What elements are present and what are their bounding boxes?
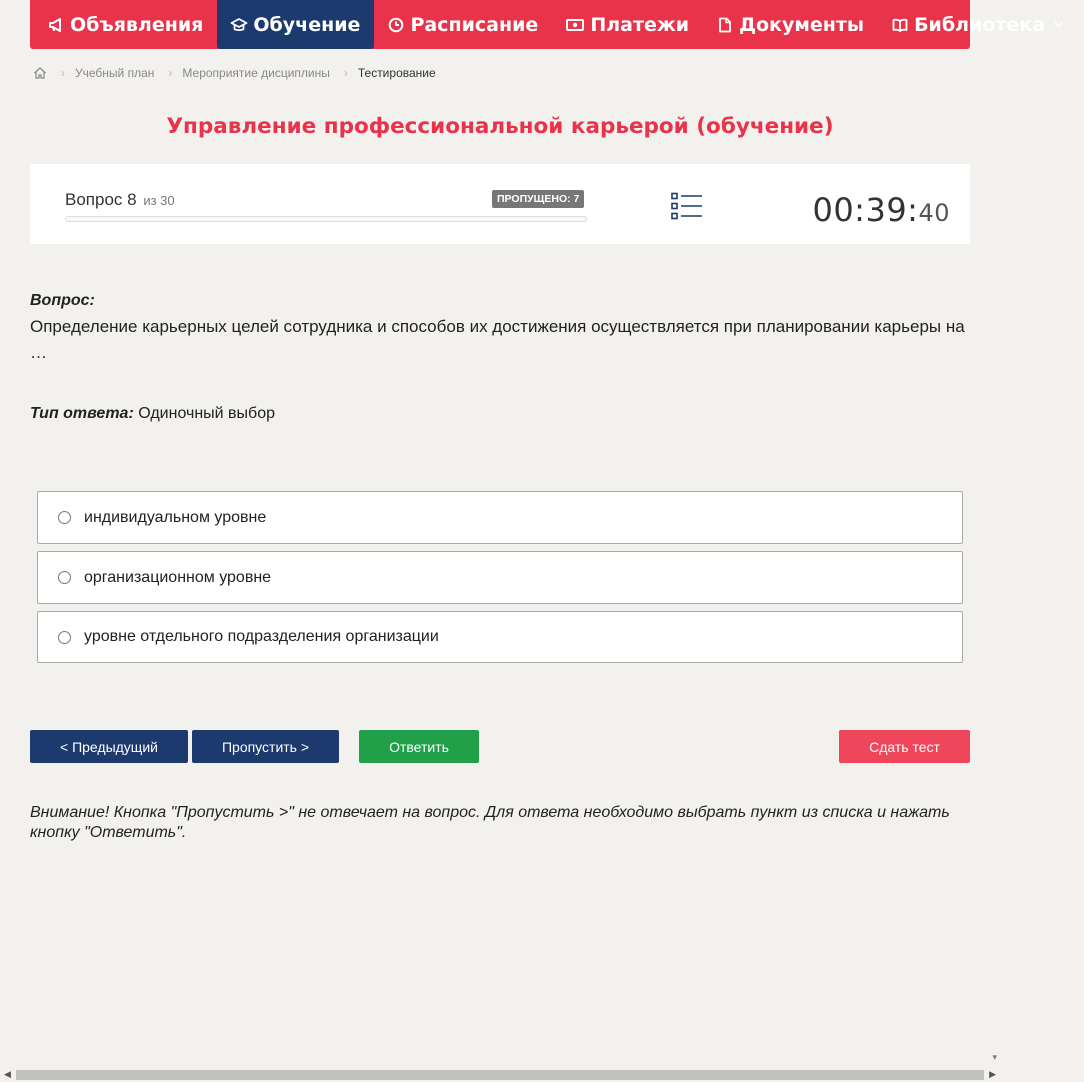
nav-item-library[interactable] xyxy=(878,0,1084,49)
horizontal-scrollbar[interactable] xyxy=(0,1066,1000,1082)
answer-option[interactable] xyxy=(37,611,963,663)
scroll-right-arrow-icon[interactable]: ▶ xyxy=(989,1069,996,1079)
skip-button[interactable]: Пропустить > xyxy=(192,730,339,763)
progress-bar xyxy=(65,216,587,222)
document-icon xyxy=(717,17,733,33)
clock-icon xyxy=(388,17,404,33)
scroll-down-arrow-icon[interactable]: ▾ xyxy=(992,1052,997,1062)
breadcrumb-link-discipline-event[interactable]: Мероприятие дисциплины xyxy=(182,66,330,80)
nav-item-documents[interactable] xyxy=(703,0,878,49)
question-text: Определение карьерных целей сотрудника и способов их достижения осуществляется при планировании карьеры на … xyxy=(30,317,965,362)
skipped-badge: ПРОПУЩЕНО: 7 xyxy=(492,190,584,208)
timer-main: 00:39: xyxy=(812,191,919,229)
nav-item-label: Библиотека xyxy=(914,13,1046,36)
main-navigation xyxy=(30,0,1046,49)
home-icon[interactable] xyxy=(33,66,47,80)
question-list-icon[interactable] xyxy=(671,192,703,220)
nav-item-payments[interactable] xyxy=(552,0,703,49)
skip-notice: Внимание! Кнопка "Пропустить >" не отвечает на вопрос. Для ответа необходимо выбрать пункт из списка и нажать кнопку "Ответить". xyxy=(30,804,950,841)
answer-type xyxy=(30,405,275,423)
book-icon xyxy=(892,17,908,33)
countdown-timer xyxy=(812,191,950,229)
megaphone-icon xyxy=(48,17,64,33)
question-status-bar xyxy=(30,164,970,244)
graduation-cap-icon xyxy=(231,17,247,33)
money-icon xyxy=(566,17,584,33)
answer-button[interactable]: Ответить xyxy=(359,730,479,763)
nav-item-label: Документы xyxy=(739,13,865,36)
answer-option-label: уровне отдельного подразделения организации xyxy=(84,628,439,645)
answer-type-label: Тип ответа: xyxy=(30,405,134,422)
radio-button[interactable] xyxy=(58,571,71,584)
nav-item-schedule[interactable] xyxy=(374,0,552,49)
breadcrumb xyxy=(33,64,436,82)
radio-button[interactable] xyxy=(58,631,71,644)
answer-option[interactable] xyxy=(37,491,963,544)
scrollbar-thumb[interactable] xyxy=(16,1070,984,1080)
nav-item-label: Объявления xyxy=(70,13,204,36)
question-total: из 30 xyxy=(143,193,175,208)
nav-item-education[interactable] xyxy=(217,0,374,49)
nav-item-announcements[interactable] xyxy=(30,0,217,49)
breadcrumb-link-curriculum[interactable]: Учебный план xyxy=(75,66,155,80)
nav-item-label: Платежи xyxy=(590,13,690,36)
chevron-down-icon xyxy=(1053,19,1064,30)
question-number: Вопрос 8 xyxy=(65,190,137,209)
nav-item-label: Обучение xyxy=(253,13,361,36)
previous-button[interactable]: < Предыдущий xyxy=(30,730,188,763)
submit-test-button[interactable]: Сдать тест xyxy=(839,730,970,763)
answer-option[interactable] xyxy=(37,551,963,604)
page-title: Управление профессиональной карьерой (обучение) xyxy=(166,114,834,139)
timer-seconds: 40 xyxy=(918,199,950,227)
nav-item-label: Расписание xyxy=(410,13,539,36)
answer-option-label: организационном уровне xyxy=(84,568,272,586)
breadcrumb-current: Тестирование xyxy=(357,66,436,80)
question-counter xyxy=(65,190,175,210)
scroll-left-arrow-icon[interactable]: ◀ xyxy=(4,1069,11,1079)
question-label: Вопрос: xyxy=(30,292,95,309)
radio-button[interactable] xyxy=(58,511,71,524)
chevron-right-icon: › xyxy=(168,66,173,80)
chevron-right-icon: › xyxy=(343,66,348,80)
chevron-right-icon: › xyxy=(61,66,65,80)
answer-type-value: Одиночный выбор xyxy=(138,405,275,422)
answer-option-label: индивидуальном уровне xyxy=(84,508,267,526)
